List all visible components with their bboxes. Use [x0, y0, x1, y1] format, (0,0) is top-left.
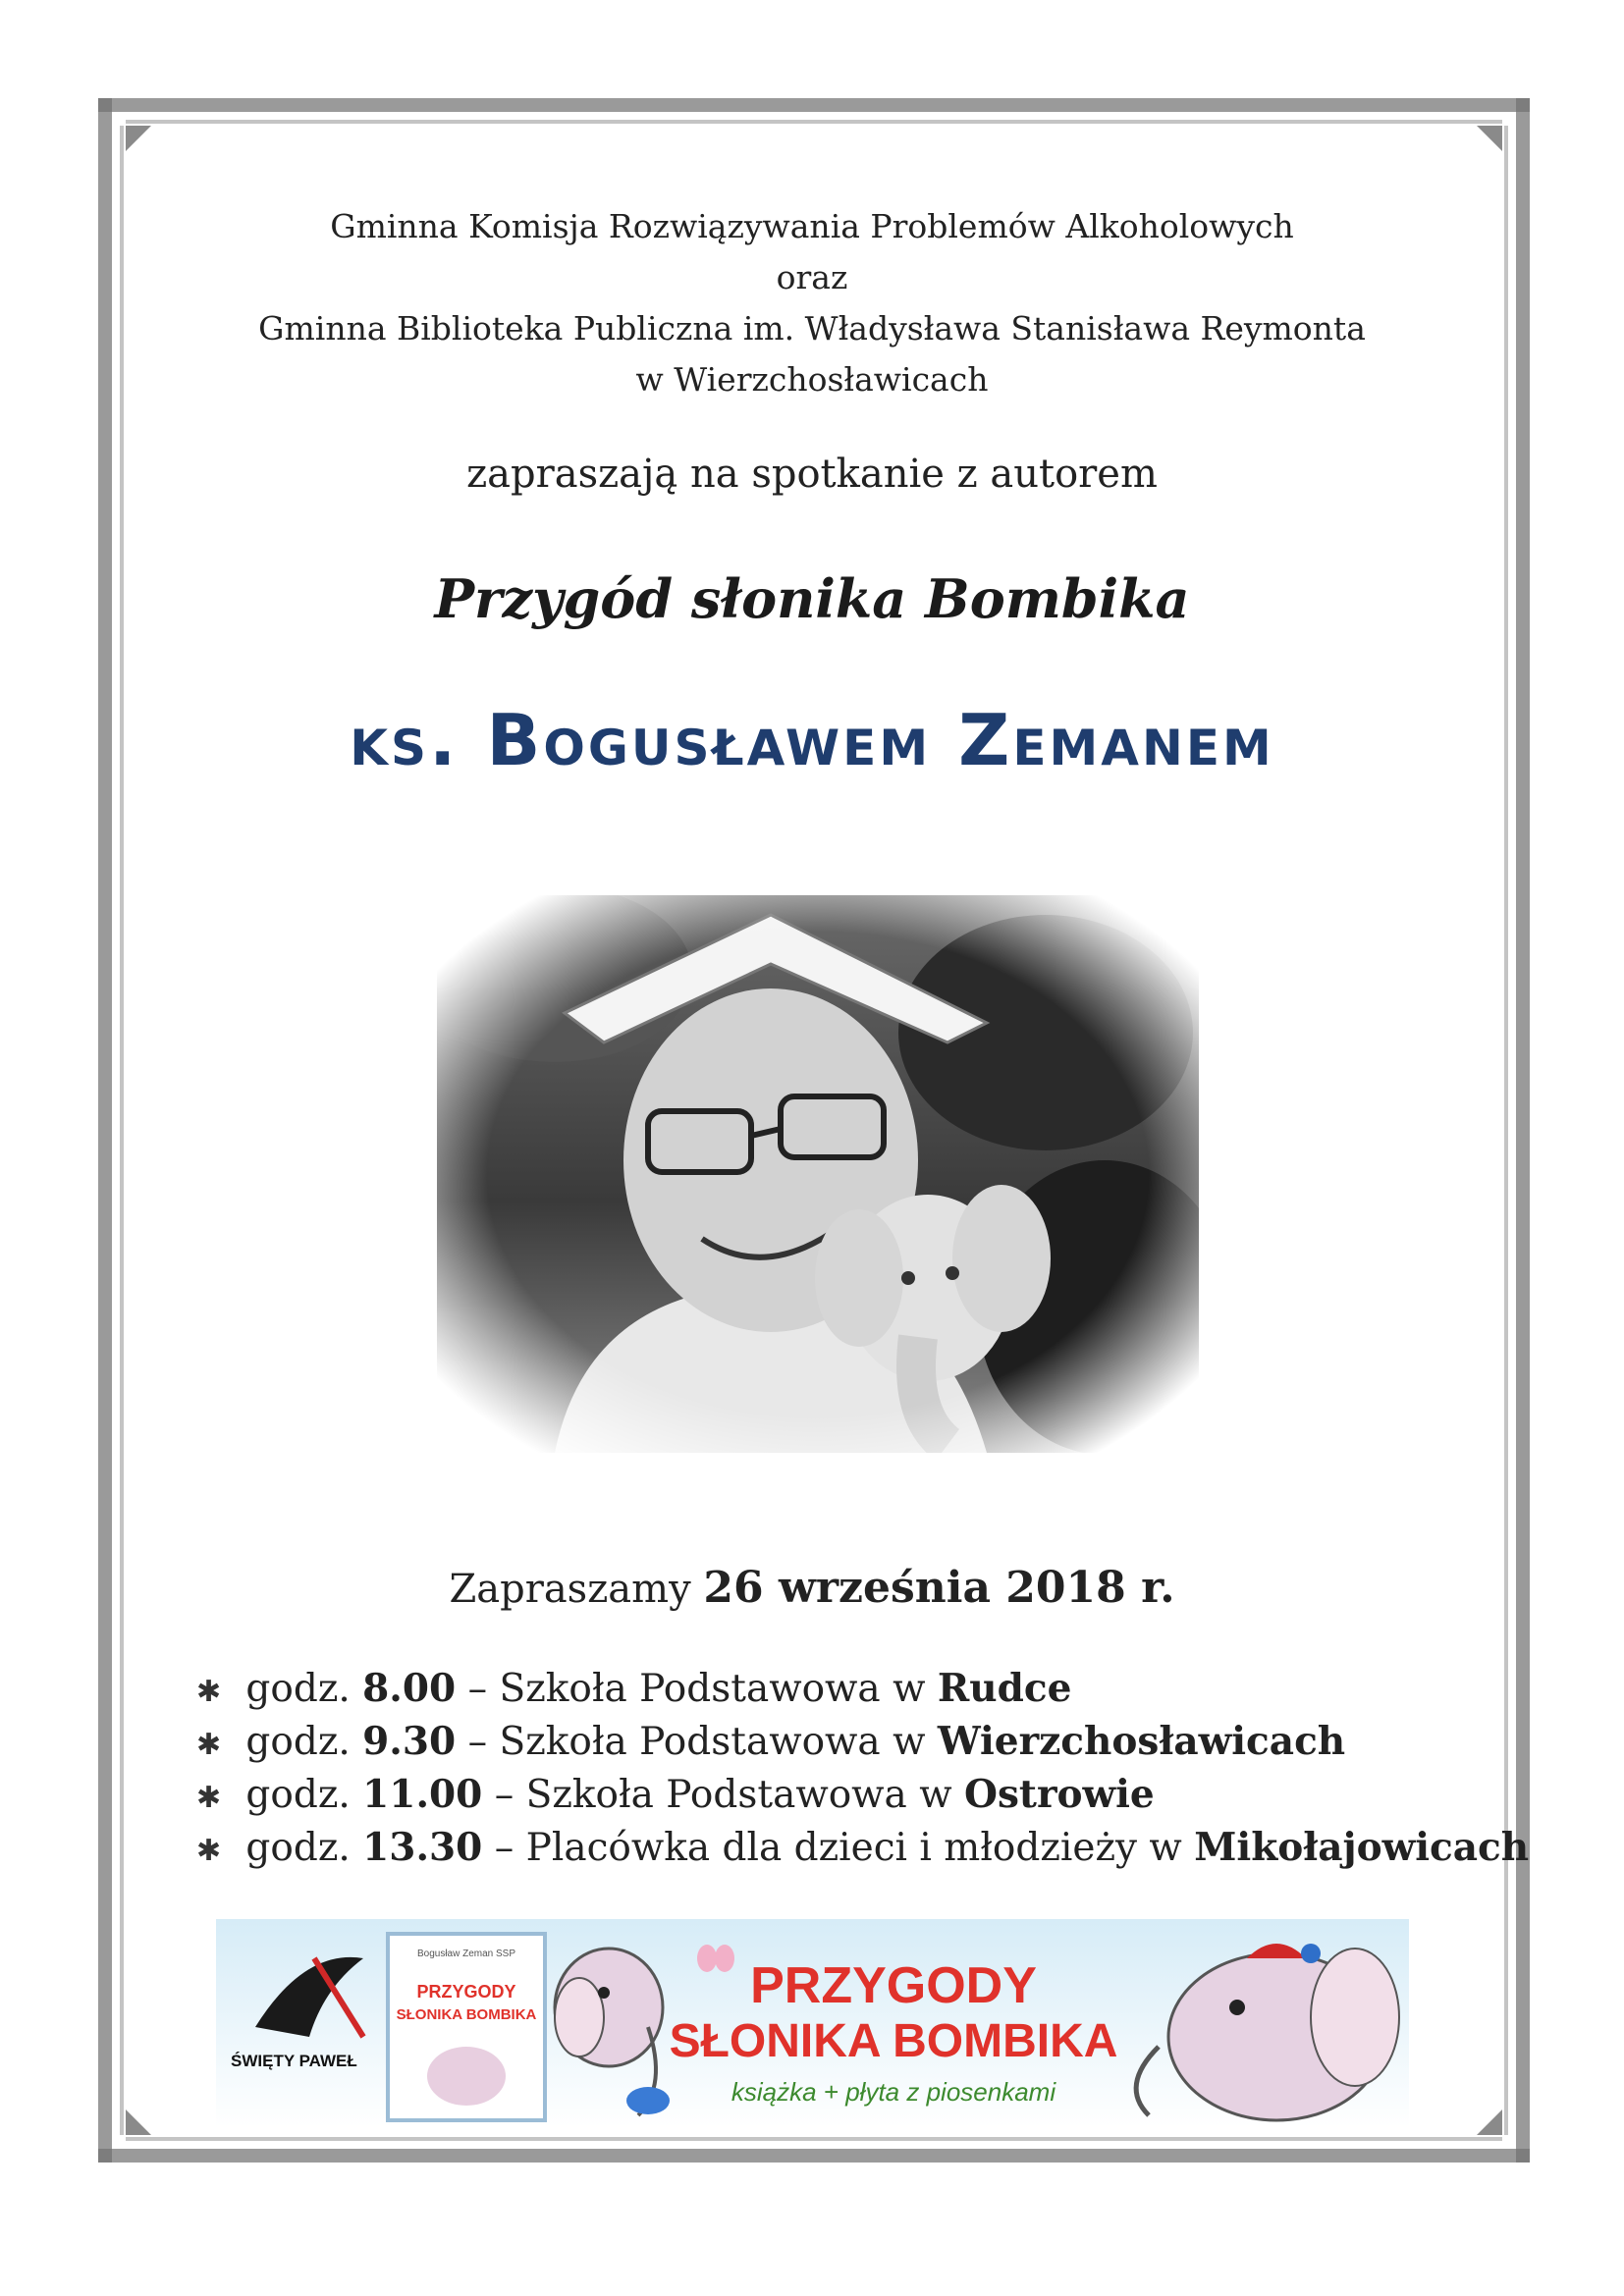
schedule-location: Rudce [937, 1666, 1072, 1711]
organizer-line-2: oraz [776, 258, 848, 296]
invite-text: zapraszają na spotkanie z autorem [466, 452, 1158, 497]
schedule-time: 11.00 [362, 1772, 483, 1817]
banner-subtitle: książka + płyta z piosenkami [731, 2077, 1056, 2107]
schedule-label: godz. [245, 1773, 351, 1817]
author-name: ks. Bogusławem Zemanem [350, 699, 1274, 781]
frame-corner-br [1516, 2149, 1530, 2163]
cover-author: Bogusław Zeman SSP [416, 1949, 516, 1959]
date-prefix: Zapraszamy [449, 1567, 691, 1612]
asterisk-icon: ✱ [196, 1781, 222, 1815]
frame-tri-br [1477, 2109, 1502, 2135]
frame-bottom [98, 2149, 1530, 2163]
schedule-item [196, 1717, 1512, 1770]
frame-corner-tl [98, 98, 112, 112]
book-cover [388, 1934, 545, 2120]
frame-inner-left [120, 126, 124, 2135]
frame-corner-tr [1516, 98, 1530, 112]
schedule-label: godz. [245, 1720, 351, 1764]
frame-inner-top [126, 120, 1502, 124]
frame-tri-tr [1477, 126, 1502, 151]
schedule-place: – Placówka dla dzieci i młodzieży w [494, 1826, 1182, 1870]
organizer-line-3: Gminna Biblioteka Publiczna im. Władysława Stanisława Reymonta [258, 309, 1366, 347]
date-value: 26 września 2018 r. [703, 1563, 1175, 1613]
publisher-name: ŚWIĘTY PAWEŁ [231, 2052, 357, 2070]
author-photo [437, 895, 1199, 1453]
banner-title-1: PRZYGODY [750, 1957, 1037, 2014]
schedule-item [196, 1664, 1512, 1717]
organizer-line-4: w Wierzchosławicach [635, 360, 989, 399]
schedule-location: Mikołajowicach [1194, 1825, 1530, 1870]
schedule-item [196, 1823, 1530, 1876]
asterisk-icon: ✱ [196, 1675, 222, 1709]
schedule-item [196, 1770, 1512, 1823]
schedule-list [196, 1664, 1530, 1876]
event-date [0, 1563, 1624, 1613]
book-banner [216, 1919, 1409, 2127]
cover-title-1: PRZYGODY [416, 1982, 516, 2002]
schedule-place: – Szkoła Podstawowa w [494, 1773, 952, 1817]
frame-top [98, 98, 1530, 112]
schedule-time: 9.30 [362, 1719, 457, 1764]
asterisk-icon: ✱ [196, 1728, 222, 1762]
frame-left [98, 98, 112, 2163]
asterisk-icon: ✱ [196, 1834, 222, 1868]
schedule-location: Wierzchosławicach [937, 1719, 1346, 1764]
frame-corner-bl [98, 2149, 112, 2163]
book-title: Przygód słonika Bombika [434, 567, 1190, 630]
schedule-time: 13.30 [362, 1825, 483, 1870]
schedule-label: godz. [245, 1826, 351, 1870]
schedule-time: 8.00 [362, 1666, 457, 1711]
cover-title-2: SŁONIKA BOMBIKA [396, 2006, 537, 2023]
frame-tri-bl [126, 2109, 151, 2135]
schedule-place: – Szkoła Podstawowa w [467, 1667, 926, 1711]
organizer-line-1: Gminna Komisja Rozwiązywania Problemów Alkoholowych [330, 207, 1294, 245]
frame-inner-bottom [126, 2137, 1502, 2141]
banner-title-2: SŁONIKA BOMBIKA [669, 2015, 1118, 2067]
frame-tri-tl [126, 126, 151, 151]
schedule-label: godz. [245, 1667, 351, 1711]
organizers [0, 201, 1624, 405]
schedule-location: Ostrowie [964, 1772, 1155, 1817]
schedule-place: – Szkoła Podstawowa w [467, 1720, 926, 1764]
